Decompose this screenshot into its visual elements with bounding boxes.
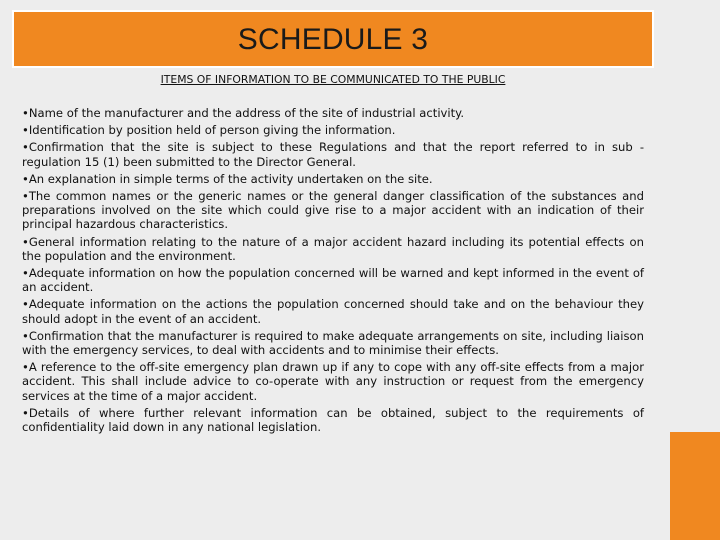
accent-block — [670, 432, 720, 540]
list-item: •The common names or the generic names or the general danger classification of the substances and preparations involved on the site which could give rise to a major accident with an indication of their principal hazardous characteristics. — [22, 189, 644, 232]
list-item: •Name of the manufacturer and the address of the site of industrial activity. — [22, 106, 465, 120]
slide-title: SCHEDULE 3 — [237, 23, 429, 56]
subheading: ITEMS OF INFORMATION TO BE COMMUNICATED TO THE PUBLIC — [160, 73, 506, 86]
list-item: •A reference to the off-site emergency plan drawn up if any to cope with any off-site effects from a major accident. This shall include advice to co-operate with any instruction or request from the emergency services at the time of a major accident. — [22, 360, 644, 403]
list-item: •Adequate information on the actions the population concerned should take and on the behaviour they should adopt in the event of an accident. — [22, 297, 644, 326]
list-item: •Adequate information on how the population concerned will be warned and kept informed in the event of an accident. — [22, 266, 644, 295]
title-bar — [12, 10, 654, 68]
list-item: •Confirmation that the site is subject to these Regulations and that the report referred to in sub -regulation 15 (1) been submitted to the Director General. — [22, 140, 644, 169]
list-item: •An explanation in simple terms of the activity undertaken on the site. — [22, 171, 433, 186]
list-item: •General information relating to the nature of a major accident hazard including its potential effects on the population and the environment. — [22, 234, 644, 263]
bullet-list — [22, 106, 644, 437]
list-item: •Identification by position held of person giving the information. — [22, 123, 396, 138]
list-item: •Confirmation that the manufacturer is required to make adequate arrangements on site, including liaison with the emergency services, to deal with accidents and to minimise their effects. — [22, 328, 644, 358]
list-item: •Details of where further relevant information can be obtained, subject to the requirements of confidentiality laid down in any national legislation. — [22, 405, 644, 435]
